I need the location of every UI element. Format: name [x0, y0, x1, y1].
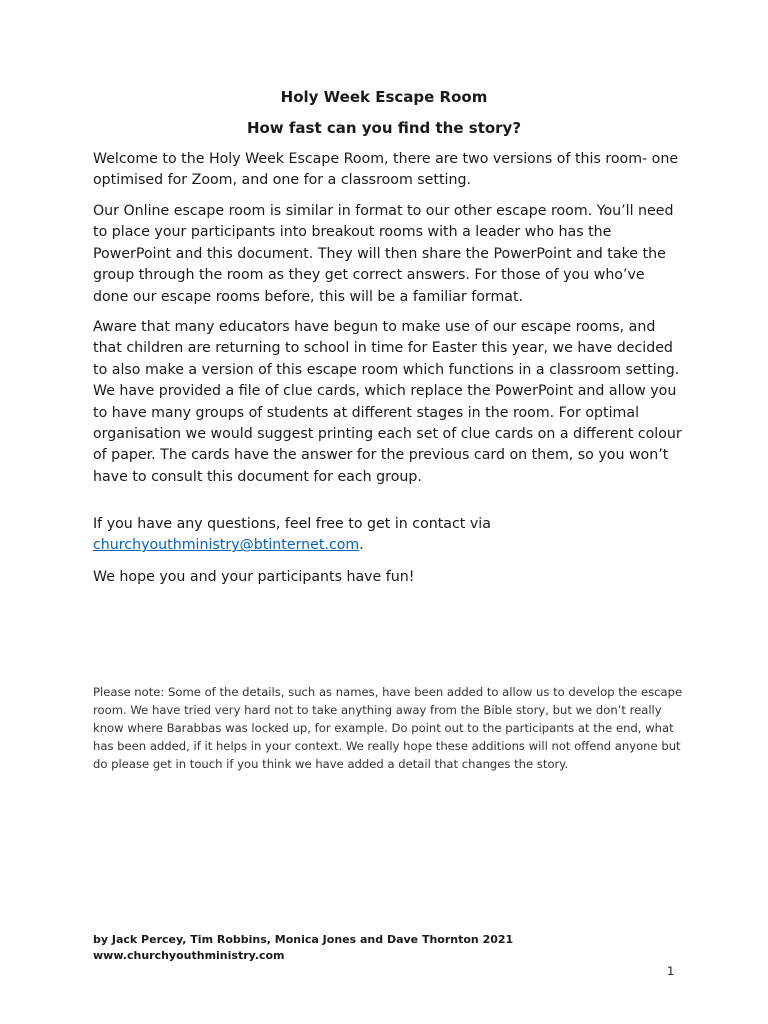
paragraph-text: We hope you and your participants have fun!: [93, 569, 415, 585]
email-link[interactable]: churchyouthministry@btinternet.com: [93, 537, 360, 554]
footer-authors: by Jack Percey, Tim Robbins, Monica Jones and Dave Thornton 2021: [93, 933, 514, 946]
classroom-version-paragraph: [93, 317, 683, 488]
online-version-paragraph: [93, 201, 683, 308]
paragraph-text: [93, 514, 683, 557]
contact-text: If you have any questions, feel free to get in contact via: [93, 516, 491, 532]
disclaimer-note: Please note: Some of the details, such as names, have been added to allow us to develop the escape room. We have tried very hard not to take anything away from the Bible story, but we don’t really know where Barabbas was locked up, for example. Do point out to the participants at the end, what has been added, if it helps in your context. We really hope these additions will not offend anyone but do please get in touch if you think we have added a detail that changes the story.: [93, 685, 683, 771]
footer: [93, 932, 513, 964]
contact-paragraph: [93, 514, 683, 557]
document-title: Holy Week Escape Room: [280, 88, 488, 106]
paragraph-text: Aware that many educators have begun to make use of our escape rooms, and that children are returning to school in time for Easter this year, we have decided to also make a version of this escape room which functions in a classroom setting. We have provided a file of clue cards, which replace the PowerPoint and allow you to have many groups of students at different stages in the room. For optimal organisation we would suggest printing each set of clue cards on a different colour of paper. The cards have the answer for the previous card on them, so you won’t have to consult this document for each group.: [93, 319, 682, 485]
paragraph-text: Our Online escape room is similar in format to our other escape room. You’ll need to place your participants into breakout rooms with a leader who has the PowerPoint and this document. They will then share the PowerPoint and take the group through the room as they get correct answers. For those of you who’ve done our escape rooms before, this will be a familiar format.: [93, 203, 674, 305]
footer-website: www.churchyouthministry.com: [93, 949, 285, 962]
contact-period: .: [359, 537, 364, 554]
document-subtitle: How fast can you find the story?: [246, 119, 522, 137]
intro-paragraph: [93, 149, 683, 192]
page-number: 1: [667, 964, 675, 978]
paragraph-text: Welcome to the Holy Week Escape Room, there are two versions of this room- one optimised for Zoom, and one for a classroom setting.: [93, 151, 679, 189]
closing-paragraph: [93, 567, 683, 588]
